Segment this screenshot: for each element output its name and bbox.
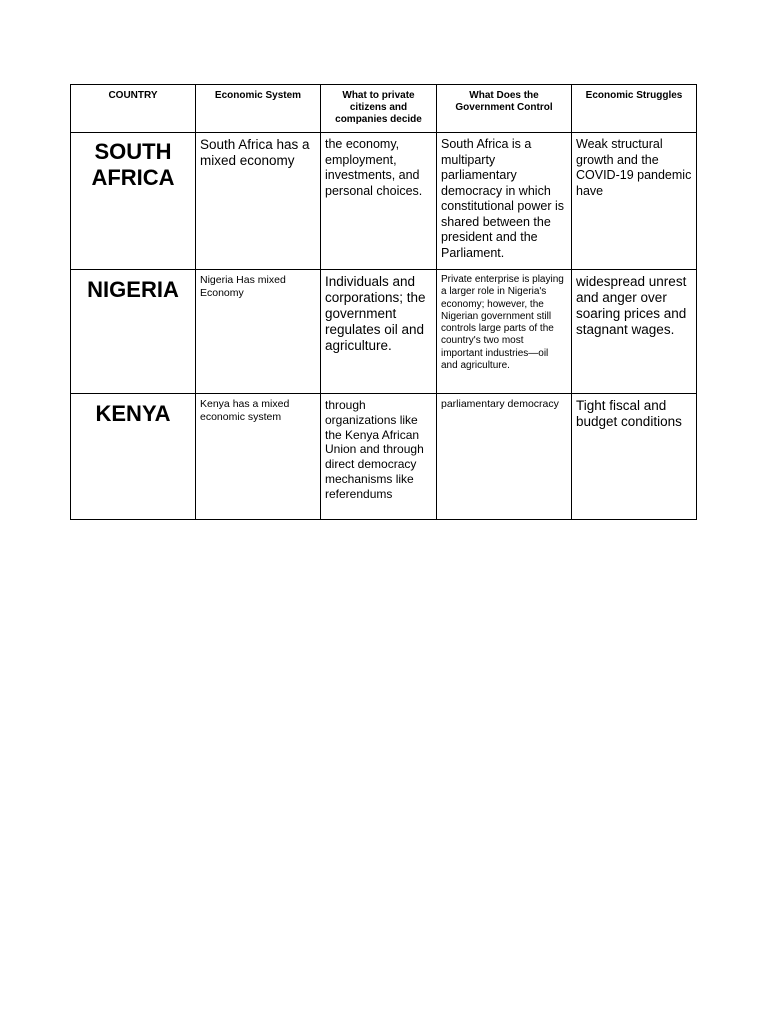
economic-system-cell: Kenya has a mixed economic system [196, 394, 321, 520]
table-row [71, 133, 697, 270]
economic-struggles-cell: Weak structural growth and the COVID-19 pandemic have [572, 133, 697, 270]
government-control-cell: Private enterprise is playing a larger role in Nigeria's economy; however, the Nigerian government still controls large parts of the country's two most important industries—oil and agriculture. [437, 270, 572, 394]
government-control-cell: parliamentary democracy [437, 394, 572, 520]
government-control-cell: South Africa is a multiparty parliamentary democracy in which constitutional power is shared between the president and the Parliament. [437, 133, 572, 270]
header-economic-struggles: Economic Struggles [572, 85, 697, 133]
private-decide-cell: the economy, employment, investments, and personal choices. [321, 133, 437, 270]
table-header-row [71, 85, 697, 133]
table-row [71, 270, 697, 394]
country-cell: SOUTH AFRICA [71, 133, 196, 270]
table-row [71, 394, 697, 520]
economic-struggles-cell: Tight fiscal and budget conditions [572, 394, 697, 520]
header-country: COUNTRY [71, 85, 196, 133]
country-cell: KENYA [71, 394, 196, 520]
header-government-control: What Does the Government Control [437, 85, 572, 133]
economic-system-cell: South Africa has a mixed economy [196, 133, 321, 270]
private-decide-cell: Individuals and corporations; the government regulates oil and agriculture. [321, 270, 437, 394]
header-economic-system: Economic System [196, 85, 321, 133]
economic-struggles-cell: widespread unrest and anger over soaring prices and stagnant wages. [572, 270, 697, 394]
header-private-decide: What to private citizens and companies decide [321, 85, 437, 133]
private-decide-cell: through organizations like the Kenya African Union and through direct democracy mechanisms like referendums [321, 394, 437, 520]
country-economy-table [70, 84, 697, 520]
country-cell: NIGERIA [71, 270, 196, 394]
economic-system-cell: Nigeria Has mixed Economy [196, 270, 321, 394]
